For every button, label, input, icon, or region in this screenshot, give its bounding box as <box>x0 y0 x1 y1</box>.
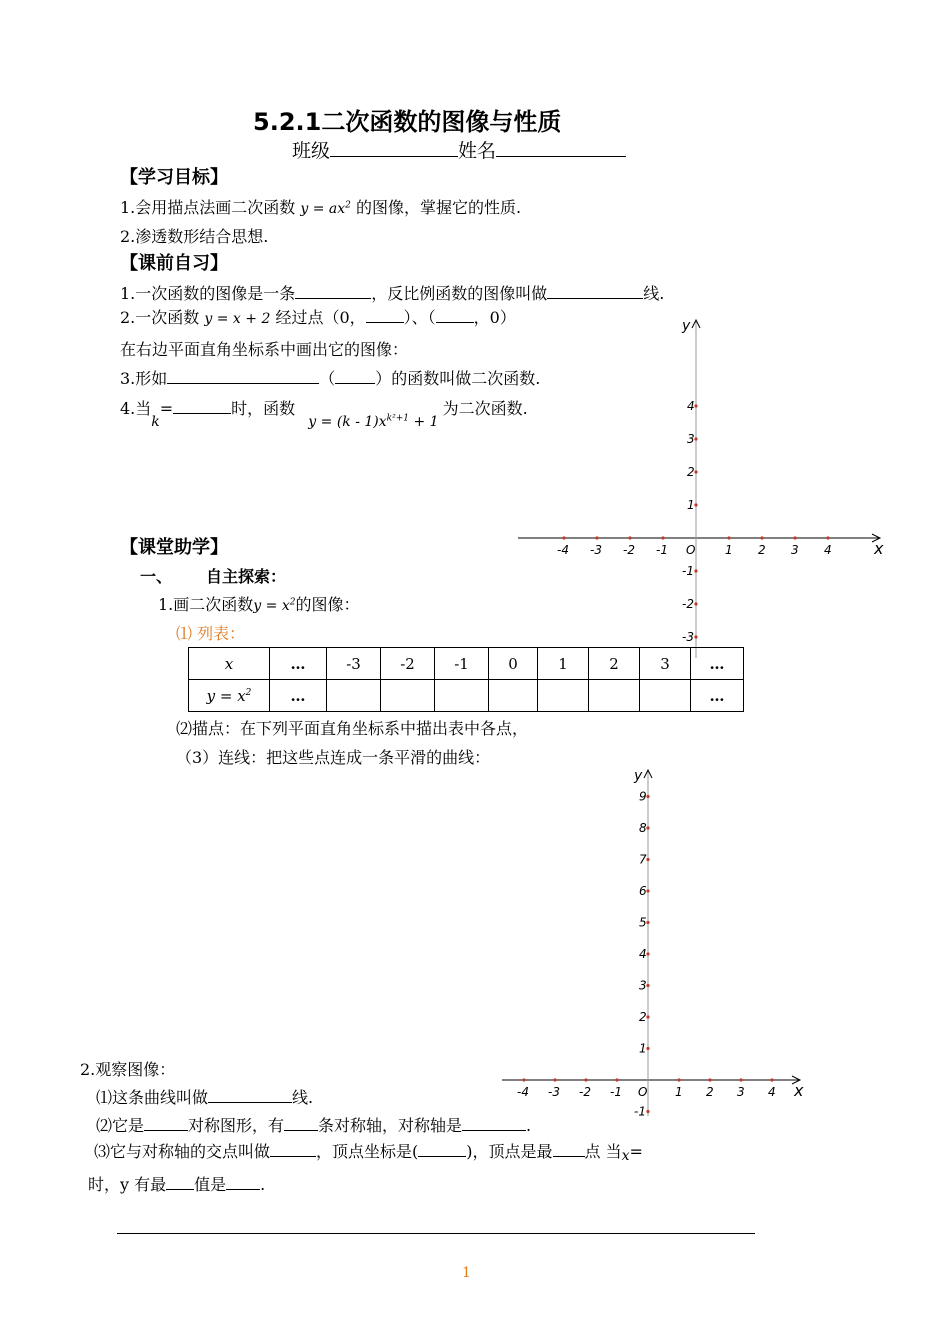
goal-1-math: $y = ax^2$ <box>300 200 351 217</box>
x-tick-mark <box>826 536 829 539</box>
y-tick-label: 3 <box>687 432 695 446</box>
table-cell: 2 <box>589 648 640 680</box>
table-input-cell[interactable] <box>640 680 691 712</box>
table-input-cell[interactable] <box>589 680 640 712</box>
x-tick-mark <box>584 1078 587 1081</box>
q4-k: k <box>151 414 160 430</box>
observe-3: ⑶它与对称轴的交点叫做 ，顶点坐标是( )，顶点是最 点 当x= <box>94 1142 643 1164</box>
y-tick-label: 4 <box>639 947 647 961</box>
x-axis-label: x <box>794 1081 804 1100</box>
y-tick-label: 3 <box>639 978 647 993</box>
q4-blank[interactable] <box>173 399 231 414</box>
y-tick-mark <box>694 635 697 638</box>
x-tick-label: -3 <box>590 543 602 557</box>
q3-blank-1[interactable] <box>167 369 319 384</box>
table-input-cell[interactable] <box>381 680 435 712</box>
table-y-label: $y = x^2$ <box>189 680 270 712</box>
preview-q2: 2.一次函数 y = x + 2 经过点（0， ）、（ ，0） <box>120 308 516 327</box>
y-tick-label: 7 <box>639 852 647 867</box>
step-1-list: ⑴ 列表： <box>176 624 246 643</box>
o3-blank-1[interactable] <box>270 1142 316 1157</box>
x-axis-label: x <box>874 539 884 558</box>
section-classroom: 【课堂助学】 <box>120 537 228 558</box>
x-tick-label: -2 <box>623 543 635 557</box>
x-tick-label: 4 <box>768 1085 776 1099</box>
x-tick-label: 3 <box>737 1085 745 1099</box>
y-tick-mark <box>646 826 649 829</box>
table-input-cell[interactable] <box>435 680 489 712</box>
y-tick-mark <box>694 404 697 407</box>
o1-blank[interactable] <box>208 1088 292 1103</box>
q2-math: y = x + 2 <box>204 311 271 327</box>
observe-2: ⑵它是 对称图形，有 条对称轴，对称轴是 . <box>96 1116 532 1135</box>
table-cell: … <box>691 648 744 680</box>
x-tick-mark <box>553 1078 556 1081</box>
table-cell: … <box>270 680 327 712</box>
y-tick-label: 2 <box>639 1010 647 1024</box>
y-tick-label: 5 <box>639 915 647 930</box>
x-tick-mark <box>760 536 763 539</box>
x-tick-mark <box>595 536 598 539</box>
y-tick-mark <box>646 984 649 987</box>
o2-blank-3[interactable] <box>462 1116 526 1131</box>
table-cell: … <box>691 680 744 712</box>
y-tick-mark <box>694 569 697 572</box>
y-tick-label: 9 <box>639 789 647 804</box>
preview-q1: 1.一次函数的图像是一条 ，反比例函数的图像叫做 线. <box>120 284 665 303</box>
item1-math: $y = x^2$ <box>253 597 296 614</box>
explore-item-1: 1.画二次函数$y = x^2$的图像： <box>158 595 360 614</box>
y-tick-mark <box>646 1110 649 1113</box>
y-tick-label: 1 <box>639 1041 647 1056</box>
y-tick-mark <box>694 602 697 605</box>
preview-q4: 4.当k= 时，函数 $y = (k - 1)x^{k^2+1} + 1$为二次函数. <box>120 399 528 430</box>
table-cell: 0 <box>489 648 538 680</box>
x-tick-label: 1 <box>725 543 733 557</box>
x-tick-label: -1 <box>610 1085 622 1099</box>
table-row <box>189 648 744 680</box>
table-cell: -2 <box>381 648 435 680</box>
x-tick-mark <box>770 1078 773 1081</box>
y-tick-mark <box>646 889 649 892</box>
y-tick-mark <box>694 437 697 440</box>
x-tick-label: -3 <box>548 1085 560 1099</box>
class-name-line <box>292 140 626 163</box>
x-tick-label: -2 <box>579 1085 591 1099</box>
y-tick-mark <box>646 858 649 861</box>
x-tick-mark <box>615 1078 618 1081</box>
q2-blank-2[interactable] <box>436 308 474 323</box>
x-tick-label: 2 <box>706 1085 714 1099</box>
y-tick-label: 1 <box>687 498 695 512</box>
section-preview: 【课前自习】 <box>120 253 228 274</box>
class-label: 班级 <box>292 140 331 162</box>
y-tick-label: 8 <box>639 821 647 835</box>
class-blank[interactable] <box>330 142 458 157</box>
y-tick-label: -1 <box>682 564 694 578</box>
observe-1: ⑴这条曲线叫做 线. <box>96 1088 314 1107</box>
o3-blank-2[interactable] <box>418 1142 466 1157</box>
y-tick-mark <box>694 470 697 473</box>
name-blank[interactable] <box>496 142 626 157</box>
goal-1 <box>120 198 521 218</box>
goal-2: 2.渗透数形结合思想. <box>120 227 269 246</box>
q4-math: $y = (k - 1)x^{k^2+1} + 1$ <box>308 413 439 430</box>
table-cell: 3 <box>640 648 691 680</box>
o4-blank-2[interactable] <box>226 1175 260 1190</box>
o2-blank-2[interactable] <box>284 1116 318 1131</box>
y-tick-mark <box>646 795 649 798</box>
x-tick-label: 2 <box>758 543 766 557</box>
table-input-cell[interactable] <box>489 680 538 712</box>
x-tick-mark <box>562 536 565 539</box>
y-axis-label: y <box>634 768 643 784</box>
step-2-plot: ⑵描点：在下列平面直角坐标系中描出表中各点， <box>176 719 529 738</box>
y-tick-label: 6 <box>639 884 647 898</box>
q1-blank-2[interactable] <box>547 284 643 299</box>
x-tick-mark <box>661 536 664 539</box>
table-input-cell[interactable] <box>327 680 381 712</box>
x-tick-label: -1 <box>656 543 668 557</box>
x-tick-mark <box>522 1078 525 1081</box>
y-tick-mark <box>646 921 649 924</box>
name-label: 姓名 <box>458 140 497 162</box>
x-tick-mark <box>793 536 796 539</box>
table-row <box>189 680 744 712</box>
x-tick-mark <box>708 1078 711 1081</box>
x-tick-label: 4 <box>824 543 832 557</box>
y-tick-mark <box>646 952 649 955</box>
explore-heading: 一、 自主探索： <box>140 567 287 586</box>
y-axis-label: y <box>682 318 691 334</box>
x-tick-mark <box>628 536 631 539</box>
goal-1-text: 1.会用描点法画二次函数 <box>120 198 296 217</box>
preview-q3: 3.形如 （ ）的函数叫做二次函数. <box>120 369 541 388</box>
table-x-label: x <box>189 648 270 680</box>
q1-blank-1[interactable] <box>295 284 371 299</box>
o2-blank-1[interactable] <box>144 1116 188 1131</box>
origin-label: O <box>686 543 696 557</box>
x-tick-label: -4 <box>517 1085 529 1099</box>
o3-x: x <box>621 1148 630 1164</box>
x-tick-label: -4 <box>557 543 569 557</box>
table-input-cell[interactable] <box>538 680 589 712</box>
o4-blank-1[interactable] <box>166 1175 194 1190</box>
preview-q2-instruction: 在右边平面直角坐标系中画出它的图像： <box>120 340 409 359</box>
table-cell: -1 <box>435 648 489 680</box>
y-tick-label: -1 <box>634 1104 646 1119</box>
table-cell: 1 <box>538 648 589 680</box>
footer-divider <box>117 1233 755 1234</box>
coordinate-grid-2[interactable] <box>500 760 820 1130</box>
x-tick-mark <box>727 536 730 539</box>
section-goals: 【学习目标】 <box>120 167 228 188</box>
x-tick-label: 3 <box>791 543 799 557</box>
observe-4: 时，y 有最 值是 . <box>88 1175 266 1194</box>
y-tick-mark <box>646 1015 649 1018</box>
page-title: 5.2.1二次函数的图像与性质 <box>253 108 562 136</box>
y-tick-label: 2 <box>687 465 695 479</box>
y-tick-label: -3 <box>682 630 694 644</box>
coordinate-grid-1[interactable] <box>510 310 890 660</box>
o3-blank-3[interactable] <box>553 1142 585 1157</box>
table-cell: … <box>270 648 327 680</box>
q3-blank-2[interactable] <box>335 369 375 384</box>
y-tick-label: 4 <box>687 399 695 413</box>
y-tick-mark <box>646 1047 649 1050</box>
value-table <box>188 647 744 712</box>
x-tick-mark <box>677 1078 680 1081</box>
goal-1-text-end: 的图像，掌握它的性质. <box>356 198 522 217</box>
observe-heading: 2.观察图像： <box>80 1060 176 1079</box>
table-cell: -3 <box>327 648 381 680</box>
page-number: 1 <box>462 1265 471 1281</box>
origin-label: O <box>638 1085 648 1099</box>
step-3-connect: （3）连线：把这些点连成一条平滑的曲线： <box>176 748 491 767</box>
x-tick-label: 1 <box>675 1085 683 1099</box>
x-tick-mark <box>739 1078 742 1081</box>
y-tick-mark <box>694 503 697 506</box>
q2-blank-1[interactable] <box>366 308 404 323</box>
y-tick-label: -2 <box>682 597 694 611</box>
